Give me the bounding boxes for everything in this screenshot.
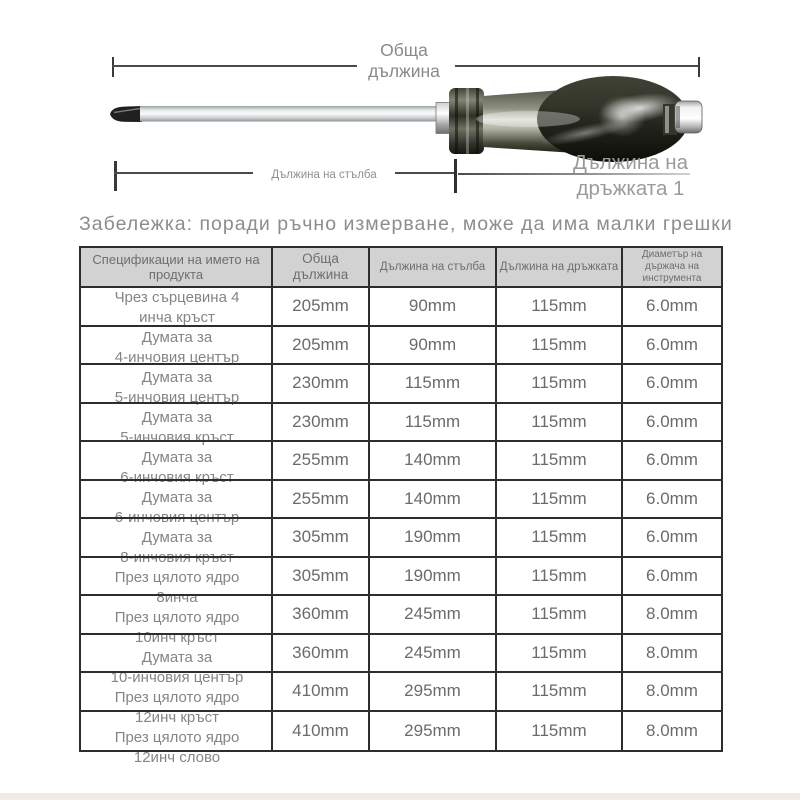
spec-cell-total-row4: 230mm (273, 404, 370, 443)
spec-cell-shaft-row6: 140mm (370, 481, 497, 520)
spec-cell-name-row8 (81, 558, 273, 597)
product-name-row3: Думата за 5-инчовия център (114, 369, 240, 406)
spec-cell-handle-row6: 115mm (497, 481, 623, 520)
shaft-length-label: Дължина на стълба (271, 169, 377, 181)
column-header-handle-length: Дължина на дръжката (497, 248, 623, 288)
product-name-row4: Думата за 5-инчовия кръст (120, 409, 234, 446)
spec-cell-name-row1 (81, 288, 273, 327)
product-name-row7: Думата за 8-инчовия кръст (120, 529, 234, 566)
spec-cell-handle-row3: 115mm (497, 365, 623, 404)
spec-cell-name-row4 (81, 404, 273, 443)
column-header-holder-diameter: Диаметър на държача на инструмента (623, 248, 721, 288)
page-bottom-strip (0, 793, 800, 800)
spec-cell-total-row6: 255mm (273, 481, 370, 520)
spec-cell-shaft-row9: 245mm (370, 596, 497, 635)
spec-cell-shaft-row1: 90mm (370, 288, 497, 327)
spec-cell-diameter-row10: 8.0mm (623, 635, 721, 674)
product-name-row5: Думата за 6-инчовия кръст (120, 449, 234, 486)
product-name-row9: През цялото ядро 10инч кръст (114, 609, 240, 646)
spec-cell-shaft-row5: 140mm (370, 442, 497, 481)
product-name-row2: Думата за 4-инчовия център (114, 329, 240, 366)
spec-cell-handle-row11: 115mm (497, 673, 623, 712)
spec-cell-shaft-row12: 295mm (370, 712, 497, 751)
product-diagram (0, 0, 800, 212)
spec-cell-handle-row12: 115mm (497, 712, 623, 751)
handle-length-tick (454, 159, 457, 193)
spec-cell-shaft-row2: 90mm (370, 327, 497, 366)
spec-cell-diameter-row9: 8.0mm (623, 596, 721, 635)
spec-cell-handle-row10: 115mm (497, 635, 623, 674)
screwdriver-shaft (140, 106, 438, 122)
spec-cell-total-row9: 360mm (273, 596, 370, 635)
spec-cell-shaft-row8: 190mm (370, 558, 497, 597)
spec-table (79, 246, 723, 766)
spec-cell-diameter-row3: 6.0mm (623, 365, 721, 404)
spec-cell-shaft-row11: 295mm (370, 673, 497, 712)
spec-cell-handle-row8: 115mm (497, 558, 623, 597)
spec-cell-handle-row7: 115mm (497, 519, 623, 558)
spec-cell-name-row6 (81, 481, 273, 520)
spec-cell-diameter-row12: 8.0mm (646, 720, 698, 740)
spec-cell-diameter-row6: 6.0mm (623, 481, 721, 520)
product-name-row12: През цялото ядро 12инч слово (114, 729, 240, 766)
spec-cell-shaft-row4: 115mm (370, 404, 497, 443)
spec-cell-name-row7 (81, 519, 273, 558)
spec-cell-handle-row4: 115mm (497, 404, 623, 443)
spec-cell-total-row10: 360mm (273, 635, 370, 674)
spec-cell-total-row12: 410mm (273, 712, 370, 751)
spec-cell-total-row2: 205mm (273, 327, 370, 366)
spec-cell-total-row7: 305mm (273, 519, 370, 558)
spec-cell-total-row8: 305mm (273, 558, 370, 597)
total-length-line-left (112, 65, 357, 67)
spec-cell-name-row2 (81, 327, 273, 366)
spec-cell-name-row9 (81, 596, 273, 635)
shaft-length-line-right (395, 172, 456, 174)
spec-cell-total-row3: 230mm (273, 365, 370, 404)
spec-cell-name-row12 (81, 712, 273, 751)
product-name-row1: Чрез сърцевина 4 инча кръст (114, 289, 240, 326)
spec-cell-name-row10 (81, 635, 273, 674)
column-header-total-length: Обща дължина (273, 248, 370, 288)
spec-cell-handle-row2: 115mm (497, 327, 623, 366)
spec-cell-diameter-row8: 6.0mm (623, 558, 721, 597)
spec-cell-diameter-row2: 6.0mm (623, 327, 721, 366)
product-name-row10: Думата за 10-инчовия център (110, 649, 244, 686)
shaft-length-line-left (114, 172, 253, 174)
total-length-tick-right (698, 57, 700, 77)
column-header-product-name: Спецификации на името на продукта (81, 248, 273, 288)
product-name-row8: През цялото ядро 8инча (114, 569, 240, 606)
spec-cell-total-row11: 410mm (273, 673, 370, 712)
spec-cell-diameter-row11: 8.0mm (623, 673, 721, 712)
spec-cell-total-row1: 205mm (273, 288, 370, 327)
column-header-shaft-length: Дължина на стълба (370, 248, 497, 288)
handle-length-label: Дължина на дръжката 1 (573, 151, 688, 200)
spec-cell-shaft-row7: 190mm (370, 519, 497, 558)
spec-cell-diameter-row5: 6.0mm (623, 442, 721, 481)
spec-cell-shaft-row3: 115mm (370, 365, 497, 404)
shaft-length-tick-left (114, 161, 117, 191)
total-length-label: Обща дължина (368, 40, 440, 81)
total-length-line-right (455, 65, 700, 67)
spec-cell-name-row5 (81, 442, 273, 481)
total-length-tick-left (112, 57, 114, 77)
spec-cell-total-row5: 255mm (273, 442, 370, 481)
product-name-row11: През цялото ядро 12инч кръст (114, 689, 240, 726)
spec-cell-shaft-row10: 245mm (370, 635, 497, 674)
spec-cell-handle-row5: 115mm (497, 442, 623, 481)
measurement-note: Забележка: поради ръчно измерване, може да има малки грешки (79, 213, 733, 235)
spec-cell-diameter-row7: 6.0mm (623, 519, 721, 558)
spec-cell-handle-row9: 115mm (497, 596, 623, 635)
spec-cell-diameter-row1: 6.0mm (623, 288, 721, 327)
product-name-row6: Думата за 6-инчовия център (114, 489, 240, 526)
spec-cell-diameter-row4: 6.0mm (623, 404, 721, 443)
spec-cell-name-row11 (81, 673, 273, 712)
spec-cell-handle-row1: 115mm (497, 288, 623, 327)
spec-cell-name-row3 (81, 365, 273, 404)
